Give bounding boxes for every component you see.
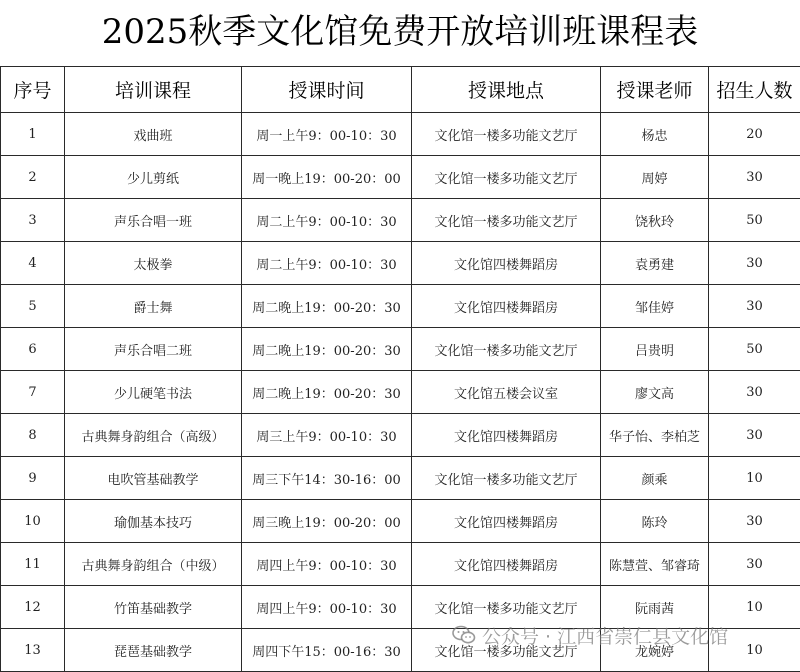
cell-index: 8 (1, 414, 65, 457)
cell-enrollment: 20 (709, 113, 800, 156)
cell-course: 电吹管基础教学 (65, 457, 242, 500)
cell-time: 周四下午15：00-16：30 (242, 629, 412, 672)
table-row (1, 457, 800, 500)
table-header-row (1, 67, 800, 113)
header-location: 授课地点 (412, 67, 601, 113)
cell-course: 爵士舞 (65, 285, 242, 328)
cell-index: 4 (1, 242, 65, 285)
cell-course: 太极拳 (65, 242, 242, 285)
wechat-icon (452, 625, 476, 645)
cell-index: 10 (1, 500, 65, 543)
cell-location: 文化馆一楼多功能文艺厅 (412, 156, 601, 199)
cell-enrollment: 30 (709, 543, 800, 586)
cell-location: 文化馆一楼多功能文艺厅 (412, 457, 601, 500)
cell-index: 9 (1, 457, 65, 500)
cell-enrollment: 50 (709, 328, 800, 371)
cell-location: 文化馆四楼舞蹈房 (412, 285, 601, 328)
cell-time: 周四上午9：00-10：30 (242, 543, 412, 586)
table-row (1, 156, 800, 199)
table-row (1, 500, 800, 543)
cell-location: 文化馆四楼舞蹈房 (412, 543, 601, 586)
cell-teacher: 颜乘 (601, 457, 709, 500)
cell-teacher: 陈玲 (601, 500, 709, 543)
cell-course: 戏曲班 (65, 113, 242, 156)
cell-course: 瑜伽基本技巧 (65, 500, 242, 543)
cell-location: 文化馆五楼会议室 (412, 371, 601, 414)
cell-time: 周一晚上19：00-20：00 (242, 156, 412, 199)
cell-teacher: 陈慧萱、邹睿琦 (601, 543, 709, 586)
table-row (1, 414, 800, 457)
cell-teacher: 周婷 (601, 156, 709, 199)
cell-index: 13 (1, 629, 65, 672)
cell-course: 少儿硬笔书法 (65, 371, 242, 414)
cell-time: 周二晚上19：00-20：30 (242, 371, 412, 414)
cell-index: 1 (1, 113, 65, 156)
cell-index: 2 (1, 156, 65, 199)
cell-course: 声乐合唱二班 (65, 328, 242, 371)
table-row (1, 113, 800, 156)
watermark (452, 620, 728, 650)
cell-time: 周三晚上19：00-20：00 (242, 500, 412, 543)
cell-enrollment: 30 (709, 156, 800, 199)
cell-time: 周四上午9：00-10：30 (242, 586, 412, 629)
cell-time: 周二晚上19：00-20：30 (242, 328, 412, 371)
cell-course: 少儿剪纸 (65, 156, 242, 199)
cell-index: 5 (1, 285, 65, 328)
cell-teacher: 廖文高 (601, 371, 709, 414)
cell-teacher: 杨忠 (601, 113, 709, 156)
cell-time: 周三上午9：00-10：30 (242, 414, 412, 457)
cell-location: 文化馆一楼多功能文艺厅 (412, 328, 601, 371)
cell-teacher: 邹佳婷 (601, 285, 709, 328)
cell-teacher: 吕贵明 (601, 328, 709, 371)
cell-time: 周二晚上19：00-20：30 (242, 285, 412, 328)
course-schedule-table (0, 66, 800, 672)
cell-enrollment: 30 (709, 500, 800, 543)
cell-enrollment: 10 (709, 629, 800, 672)
cell-index: 3 (1, 199, 65, 242)
cell-location: 文化馆一楼多功能文艺厅 (412, 629, 601, 672)
cell-enrollment: 10 (709, 457, 800, 500)
cell-teacher: 龙婉婷 (601, 629, 709, 672)
cell-enrollment: 30 (709, 414, 800, 457)
table-row (1, 371, 800, 414)
cell-location: 文化馆四楼舞蹈房 (412, 500, 601, 543)
cell-index: 11 (1, 543, 65, 586)
cell-index: 7 (1, 371, 65, 414)
cell-course: 古典舞身韵组合（高级） (65, 414, 242, 457)
watermark-text: 公众号 · 江西省崇仁县文化馆 (482, 622, 728, 649)
cell-enrollment: 50 (709, 199, 800, 242)
cell-location: 文化馆一楼多功能文艺厅 (412, 113, 601, 156)
cell-enrollment: 30 (709, 242, 800, 285)
table-row (1, 285, 800, 328)
table-body (1, 113, 800, 672)
header-course: 培训课程 (65, 67, 242, 113)
cell-enrollment: 30 (709, 285, 800, 328)
cell-enrollment: 10 (709, 586, 800, 629)
cell-time: 周二上午9：00-10：30 (242, 242, 412, 285)
cell-teacher: 饶秋玲 (601, 199, 709, 242)
page-title: 2025秋季文化馆免费开放培训班课程表 (0, 6, 800, 58)
cell-teacher: 袁勇建 (601, 242, 709, 285)
cell-location: 文化馆四楼舞蹈房 (412, 414, 601, 457)
cell-location: 文化馆一楼多功能文艺厅 (412, 199, 601, 242)
cell-course: 琵琶基础教学 (65, 629, 242, 672)
header-time: 授课时间 (242, 67, 412, 113)
cell-index: 12 (1, 586, 65, 629)
cell-enrollment: 30 (709, 371, 800, 414)
table-row (1, 328, 800, 371)
cell-course: 古典舞身韵组合（中级） (65, 543, 242, 586)
header-index: 序号 (1, 67, 65, 113)
cell-teacher: 阮雨茜 (601, 586, 709, 629)
cell-course: 竹笛基础教学 (65, 586, 242, 629)
cell-teacher: 华子怡、李柏芝 (601, 414, 709, 457)
cell-location: 文化馆一楼多功能文艺厅 (412, 586, 601, 629)
cell-course: 声乐合唱一班 (65, 199, 242, 242)
table-row (1, 242, 800, 285)
table-row (1, 543, 800, 586)
table-row (1, 199, 800, 242)
cell-index: 6 (1, 328, 65, 371)
header-teacher: 授课老师 (601, 67, 709, 113)
cell-time: 周二上午9：00-10：30 (242, 199, 412, 242)
cell-time: 周一上午9：00-10：30 (242, 113, 412, 156)
cell-time: 周三下午14：30-16：00 (242, 457, 412, 500)
header-enrollment: 招生人数 (709, 67, 800, 113)
cell-location: 文化馆四楼舞蹈房 (412, 242, 601, 285)
